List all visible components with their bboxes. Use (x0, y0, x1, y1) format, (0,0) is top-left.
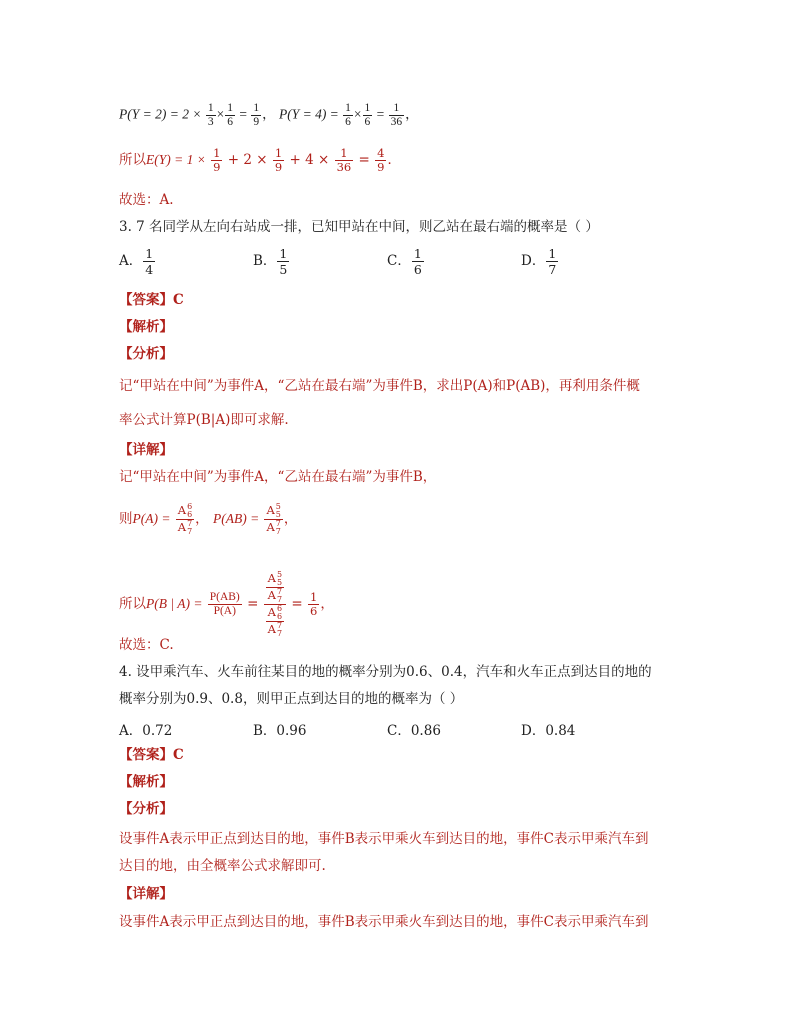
q2-choose-line: 故选：A. (119, 192, 174, 208)
option-label: A． (119, 253, 143, 269)
q3-fenxi-line-2: 率公式计算P(B|A)即可求解. (119, 412, 289, 428)
py4-frac-2: $\frac{1}{6}$ (364, 102, 371, 128)
q3-option-d (521, 246, 559, 277)
option-label: D． (521, 723, 546, 739)
comma: ， (195, 511, 209, 527)
py2-frac-1: $\frac{1}{3}$ (207, 102, 214, 128)
ey-frac-1: $\frac{1}{9}$ (213, 146, 221, 174)
ey-mid-2: + 4 × (289, 152, 330, 168)
option-fraction: $\frac{1}{6}$ (413, 246, 422, 277)
q4-stem-line-1: 4. 设甲乘汽车、火车前往某目的地的概率分别为0.6、0.4，汽车和火车正点到达目的地的 (119, 664, 652, 680)
q3-fenxi-heading: 【分析】 (119, 346, 173, 362)
option-fraction: $\frac{1}{5}$ (279, 246, 288, 277)
ey-prefix: 所以 (119, 152, 146, 168)
comma: ， (320, 596, 334, 612)
py2-frac-2: $\frac{1}{6}$ (227, 102, 233, 128)
ey-end: ． (387, 152, 401, 168)
q3-answer: 【答案】C (119, 292, 184, 308)
expectation-line (119, 147, 401, 174)
pab-lhs: P(AB) = (212, 511, 260, 526)
pa-lhs: P(A) = (132, 511, 171, 526)
pa-fraction: A 6 6 A 7 7 (177, 502, 193, 536)
q3-option-b (253, 246, 290, 277)
pba-fraction: $\frac{P(AB)}{P(A)}$ (209, 591, 240, 617)
q4-option-a (119, 719, 172, 739)
q3-stem: 3. 7 名同学从左向右站成一排，已知甲站在中间，则乙站在最右端的概率是（ ） (119, 219, 599, 235)
q4-option-b (253, 719, 306, 739)
ey-mid-1: + 2 × (227, 152, 268, 168)
pba-result: $\frac{1}{6}$ (309, 590, 318, 618)
q4-detail-heading: 【详解】 (119, 886, 173, 902)
q3-choose-line: 故选：C. (119, 637, 174, 653)
option-label: B． (253, 253, 277, 269)
q4-option-d (521, 719, 575, 739)
py4-lhs: P(Y = 4) = (278, 106, 339, 122)
q3-fenxi-line-1: 记“甲站在中间”为事件A，“乙站在最右端”为事件B，求出P(A)和P(AB)，再利用条件概 (119, 378, 640, 394)
q3-analysis-heading: 【解析】 (119, 319, 173, 335)
then-label: 则 (119, 511, 133, 527)
q3-option-a (119, 246, 156, 277)
option-value: 0.86 (410, 723, 441, 739)
q3-detail-heading: 【详解】 (119, 442, 173, 458)
py-formula-line: P(Y = 2) = 2 × $\frac{1}{3}$ × $\frac{1}{6}$ = $\frac{1}{9}$ ， P(Y = 4) = $\frac{1}{6}$ × $\frac{1}{6}$ = $\frac{1}{36}$ ， (119, 102, 419, 128)
option-value: 0.72 (142, 723, 173, 739)
comma: ， (283, 511, 298, 527)
q3-option-c (387, 246, 425, 277)
ey-result: $\frac{4}{9}$ (377, 146, 385, 174)
option-label: C． (387, 253, 411, 269)
q3-conditional-line: 所以P(B | A) = $\frac{P(AB)}{P(A)}$ = A 5 5 A 7 7 A 6 6 A 7 7 = $\frac{1}{6}$ ， (119, 570, 334, 638)
line-end: ， (405, 106, 419, 122)
separator: ， (262, 106, 276, 122)
py2-eq: = (239, 106, 247, 122)
py4-frac-1: $\frac{1}{6}$ (345, 102, 351, 128)
option-label: D． (521, 253, 546, 269)
option-label: B． (253, 723, 277, 739)
ey-frac-3: $\frac{1}{36}$ (336, 146, 352, 174)
py4-result: $\frac{1}{36}$ (390, 102, 403, 128)
pba-compound-fraction: A 5 5 A 7 7 A 6 6 A 7 7 (264, 571, 286, 638)
q4-fenxi-line-2: 达目的地，由全概率公式求解即可. (119, 858, 326, 874)
q4-analysis-heading: 【解析】 (119, 774, 173, 790)
option-fraction: $\frac{1}{7}$ (548, 246, 557, 277)
q3-detail-line-1: 记“甲站在中间”为事件A，“乙站在最右端”为事件B， (119, 469, 437, 485)
q4-answer: 【答案】C (119, 747, 184, 763)
q4-detail-line-1: 设事件A表示甲正点到达目的地，事件B表示甲乘火车到达目的地，事件C表示甲乘汽车到 (119, 914, 649, 930)
q4-stem-line-2: 概率分别为0.9、0.8，则甲正点到达目的地的概率为（ ） (119, 691, 464, 707)
q3-pa-pab-line (119, 503, 297, 536)
py2-lhs: P(Y = 2) = 2 × (119, 106, 202, 122)
so-label: 所以 (119, 596, 146, 612)
ey-lhs: E(Y) = 1 × (146, 152, 206, 167)
q4-option-c (387, 719, 441, 739)
q4-fenxi-heading: 【分析】 (119, 801, 173, 817)
option-label: A． (119, 723, 143, 739)
option-fraction: $\frac{1}{4}$ (145, 246, 154, 277)
pba-lhs: P(B | A) = (146, 596, 203, 611)
pab-fraction: A 5 5 A 7 7 (266, 502, 281, 536)
option-value: 0.96 (276, 723, 307, 739)
q4-fenxi-line-1: 设事件A表示甲正点到达目的地，事件B表示甲乘火车到达目的地，事件C表示甲乘汽车到 (119, 831, 649, 847)
ey-frac-2: $\frac{1}{9}$ (274, 146, 283, 174)
option-value: 0.84 (545, 723, 576, 739)
ey-eq: = (358, 152, 370, 168)
option-label: C． (387, 723, 411, 739)
py2-result: $\frac{1}{9}$ (253, 102, 260, 128)
